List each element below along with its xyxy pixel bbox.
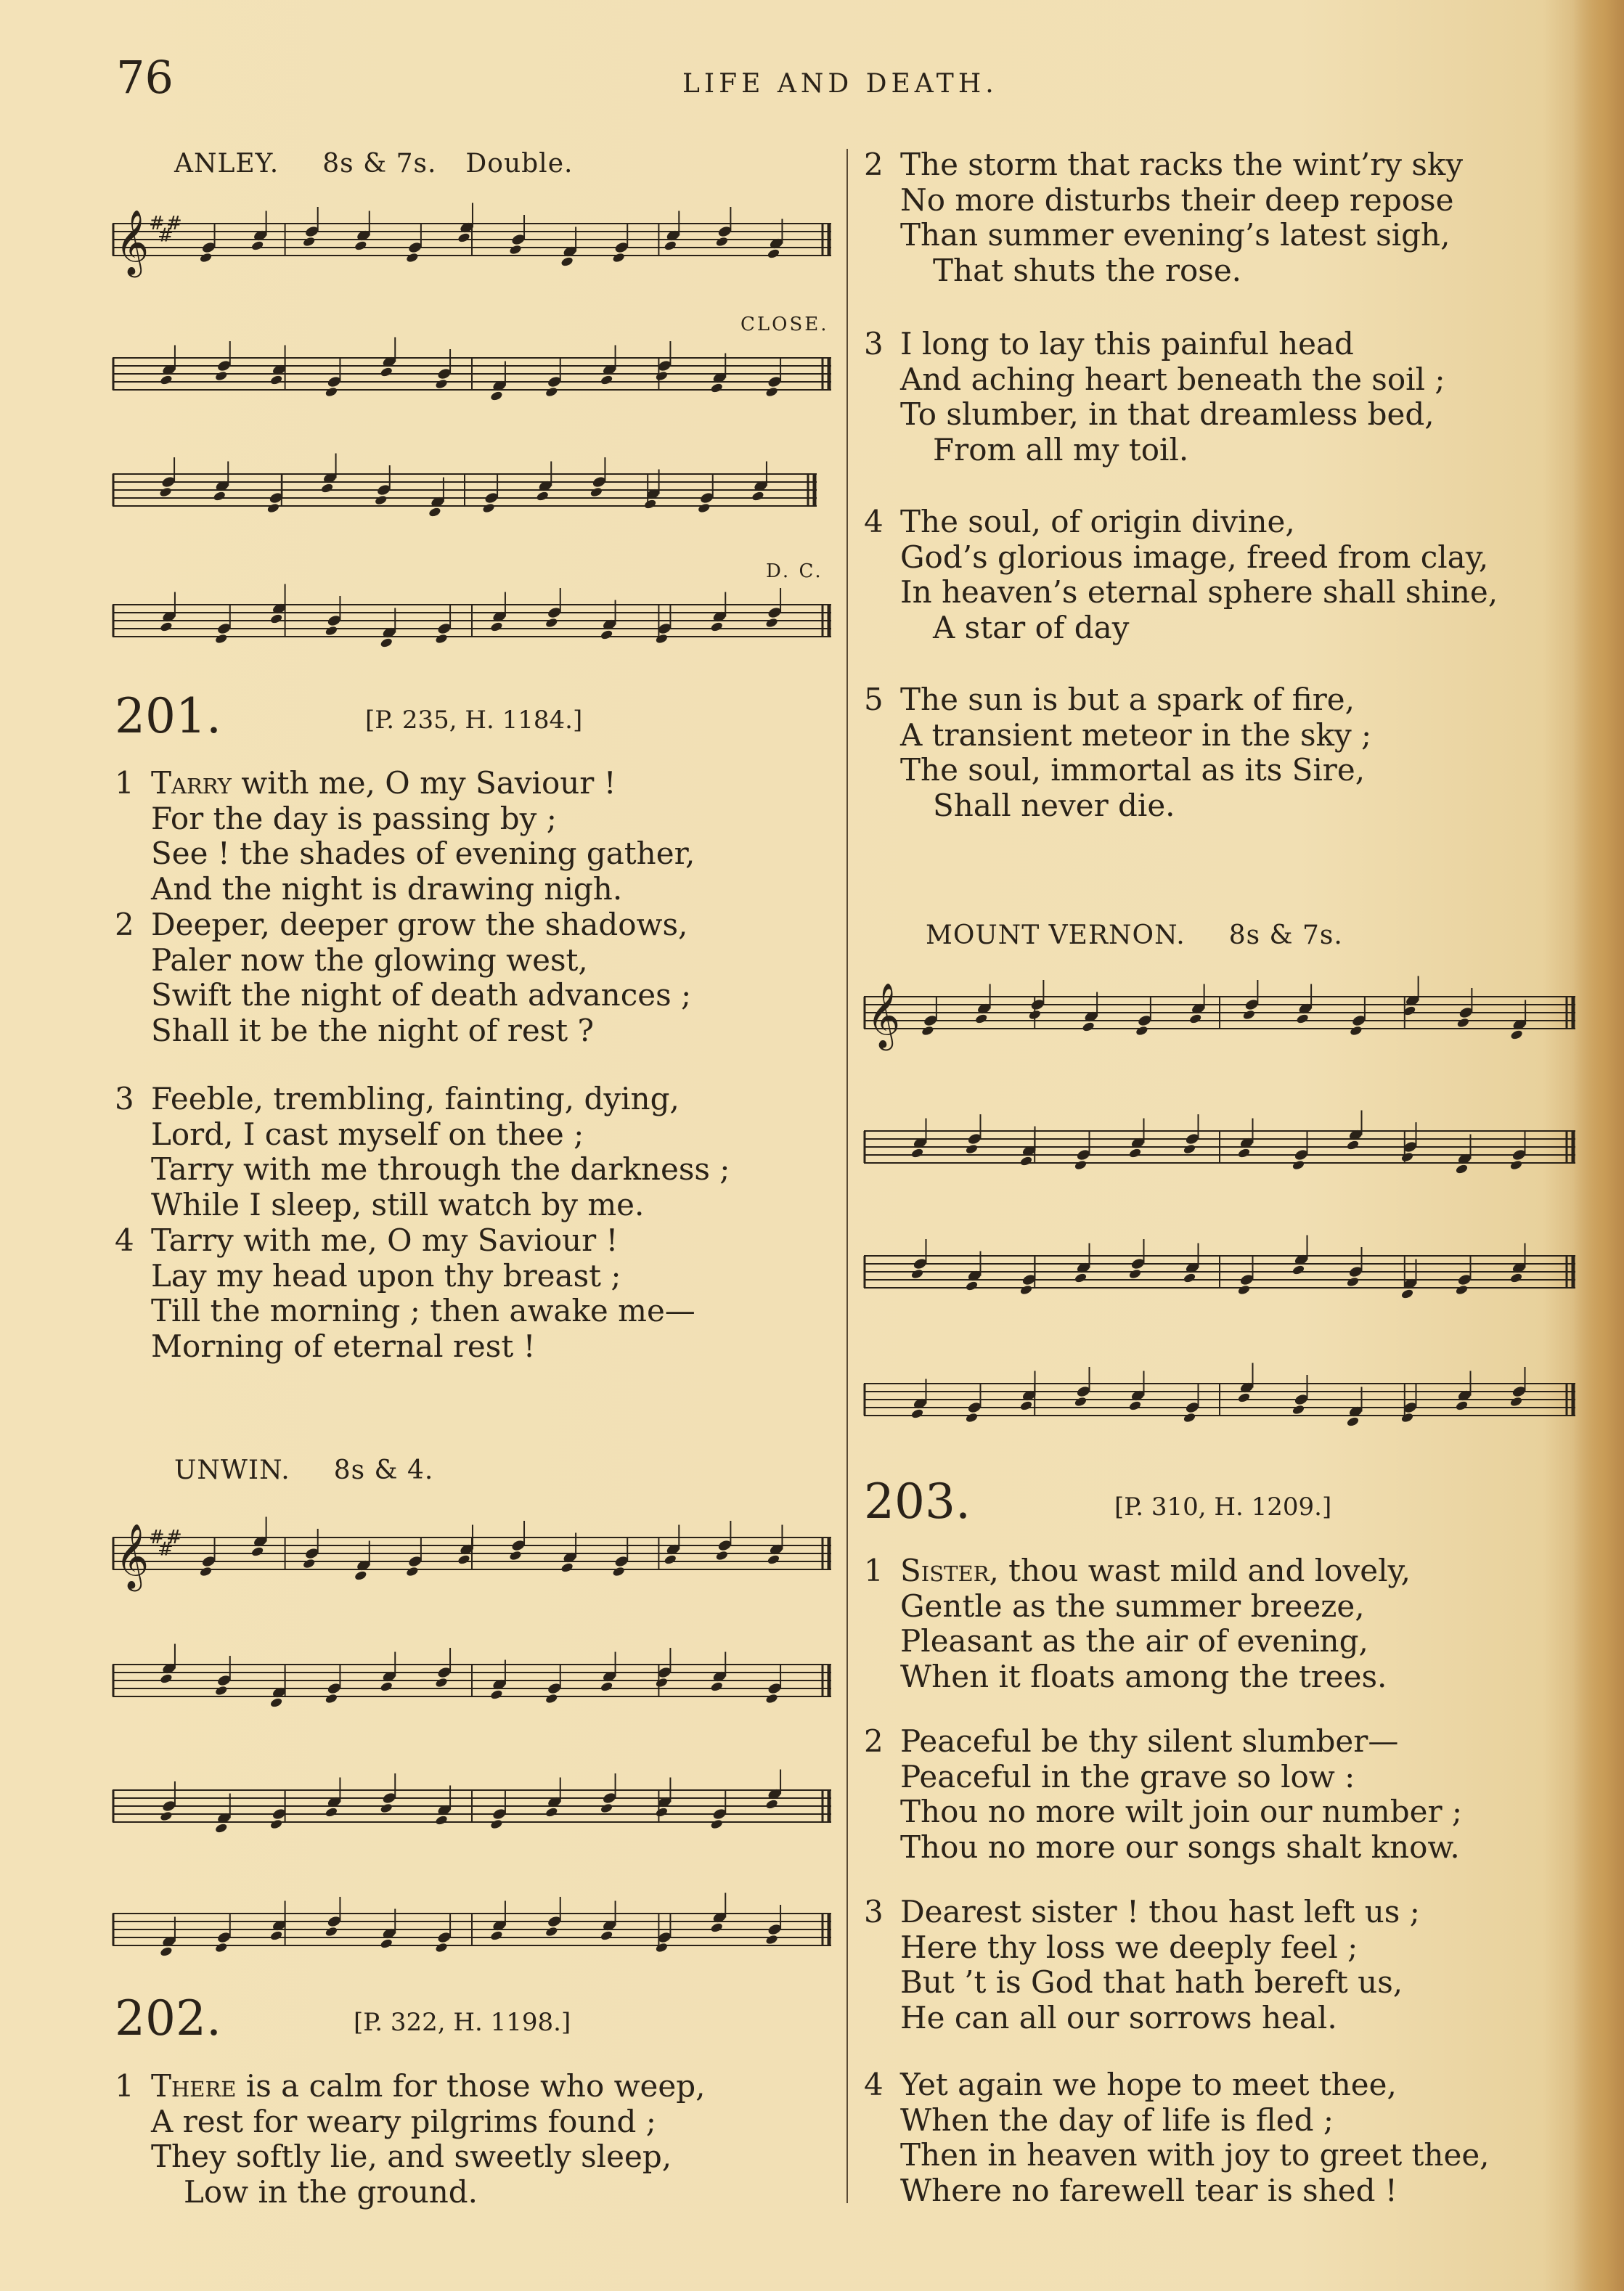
- page-number: 76: [116, 51, 174, 104]
- stanza: [864, 505, 1498, 645]
- stanza: [115, 907, 691, 1048]
- music-staff: [113, 211, 831, 276]
- stanza: [115, 2069, 706, 2210]
- svg-text:𝄞: 𝄞: [115, 210, 150, 275]
- verse-line: Lord, I cast myself on thee ;: [151, 1116, 584, 1152]
- verse-line: Low in the ground.: [184, 2173, 478, 2210]
- verse-line: Paler now the glowing west,: [151, 942, 588, 978]
- stanza-number: 1: [115, 765, 134, 801]
- tune-meter: 8s & 4.: [333, 1455, 434, 1485]
- running-title: LIFE AND DEATH.: [682, 69, 998, 99]
- verse-line: Till the morning ; then awake me—: [151, 1293, 695, 1328]
- stanza-number: 2: [864, 147, 884, 182]
- music-staff: [864, 1371, 1575, 1436]
- svg-text:#: #: [166, 1527, 182, 1548]
- stanza: [115, 766, 695, 907]
- verse-line: Yet again we hope to meet thee,: [900, 2067, 1397, 2102]
- music-staff: [113, 592, 831, 657]
- music-staff: [864, 1118, 1575, 1183]
- verse-line: The sun is but a spark of fire,: [900, 682, 1355, 717]
- stanza-number: 1: [864, 1553, 884, 1588]
- verse-line: Tarry with me, O my Saviour !: [151, 1222, 619, 1258]
- verse-line: For the day is passing by ;: [151, 800, 557, 836]
- music-staff: [864, 1243, 1575, 1308]
- music-staff: [113, 345, 831, 410]
- tune-heading-mount-vernon: [926, 920, 1343, 950]
- stanza-number: 3: [864, 1894, 884, 1929]
- verse-lead-word: There: [151, 2068, 237, 2104]
- verse-line: To slumber, in that dreamless bed,: [900, 396, 1435, 432]
- verse-line: Lay my head upon thy breast ;: [151, 1257, 621, 1294]
- stanza-number: 2: [115, 907, 134, 942]
- verse-line: No more disturbs their deep repose: [900, 181, 1454, 218]
- verse-line: Here thy loss we deeply feel ;: [900, 1929, 1358, 1965]
- verse-line: That shuts the rose.: [933, 252, 1242, 288]
- music-staff: [113, 1900, 831, 1966]
- hymn-number-202: 202.: [115, 1990, 221, 2046]
- stanza: [864, 147, 1463, 288]
- verse-line: Pleasant as the air of evening,: [900, 1623, 1368, 1659]
- verse-line: A star of day: [933, 609, 1130, 645]
- stanza: [115, 1082, 730, 1222]
- tune-meter: 8s & 7s.: [1228, 920, 1343, 950]
- verse-line: Thou no more wilt join our number ;: [900, 1794, 1463, 1829]
- verse-lead-word: Tarry: [151, 765, 232, 801]
- verse-line: Thou no more our songs shalt know.: [900, 1829, 1460, 1865]
- verse-line: Feeble, trembling, fainting, dying,: [151, 1081, 680, 1116]
- svg-text:#: #: [149, 1527, 165, 1548]
- verse-line: God’s glorious image, freed from clay,: [900, 539, 1489, 575]
- verse-line: Peaceful in the grave so low :: [900, 1758, 1355, 1794]
- stanza: [864, 2067, 1490, 2208]
- tune-extra: Double.: [465, 149, 574, 179]
- svg-text:#: #: [166, 213, 182, 234]
- tune-name: UNWIN.: [174, 1455, 290, 1485]
- verse-line: And the night is drawing nigh.: [151, 870, 623, 907]
- verse-lead-word: Sister,: [900, 1553, 999, 1588]
- verse-line: From all my toil.: [933, 431, 1189, 467]
- tune-meter: 8s & 7s.: [322, 149, 437, 179]
- verse-line: Shall never die.: [933, 787, 1175, 823]
- stanza: [864, 1553, 1411, 1694]
- music-staff: [113, 1524, 831, 1590]
- music-staff: [864, 984, 1575, 1049]
- verse-line: Morning of eternal rest !: [151, 1328, 536, 1364]
- verse-line: Then in heaven with joy to greet thee,: [900, 2137, 1490, 2173]
- stanza: [864, 1724, 1462, 1865]
- verse-line: When the day of life is fled ;: [900, 2102, 1334, 2138]
- verse-line: While I sleep, still watch by me.: [151, 1186, 645, 1222]
- verse-line: He can all our sorrows heal.: [900, 1999, 1337, 2035]
- verse-line: [900, 1553, 1411, 1589]
- stanza: [864, 682, 1371, 823]
- stanza-number: 4: [864, 2067, 884, 2102]
- dc-mark: D. C.: [766, 560, 823, 582]
- stanza-number: 3: [864, 326, 884, 362]
- tune-name: ANLEY.: [174, 149, 279, 179]
- verse-line-rest: thou wast mild and lovely,: [998, 1553, 1411, 1588]
- hymn-number-203: 203.: [864, 1474, 971, 1530]
- verse-line-rest: with me, O my Saviour !: [231, 765, 616, 801]
- music-staff: [113, 1777, 831, 1842]
- stanza-number: 4: [864, 504, 884, 539]
- verse-line: Shall it be the night of rest ?: [151, 1012, 595, 1048]
- verse-line: They softly lie, and sweetly sleep,: [151, 2139, 672, 2174]
- verse-line: The storm that racks the wint’ry sky: [900, 147, 1464, 182]
- stanza-number: 4: [115, 1222, 134, 1258]
- verse-line: Where no farewell tear is shed !: [900, 2172, 1397, 2208]
- svg-text:#: #: [158, 1538, 174, 1561]
- verse-line: But ’t is God that hath bereft us,: [900, 1964, 1403, 2000]
- hymn-ref-203: [P. 310, H. 1209.]: [1114, 1492, 1332, 1522]
- hymn-number-201: 201.: [115, 688, 221, 744]
- tune-heading-unwin: [174, 1455, 433, 1485]
- stanza: [864, 327, 1445, 467]
- verse-line: Swift the night of death advances ;: [151, 977, 692, 1013]
- stanza-number: 2: [864, 1723, 884, 1759]
- verse-line: See ! the shades of evening gather,: [151, 836, 695, 871]
- stanza: [115, 1223, 695, 1364]
- verse-line: Dearest sister ! thou hast left us ;: [900, 1894, 1420, 1929]
- verse-line: In heaven’s eternal sphere shall shine,: [900, 574, 1498, 610]
- verse-line: I long to lay this painful head: [900, 326, 1354, 362]
- music-staff: [113, 461, 817, 526]
- verse-line: A rest for weary pilgrims found ;: [151, 2103, 656, 2139]
- verse-line-rest: is a calm for those who weep,: [236, 2068, 706, 2104]
- svg-text:𝄞: 𝄞: [867, 983, 901, 1048]
- verse-line: Deeper, deeper grow the shadows,: [151, 907, 688, 942]
- tune-name: MOUNT VERNON.: [926, 920, 1186, 950]
- music-staff: [113, 1651, 831, 1717]
- verse-line: Than summer evening’s latest sigh,: [900, 217, 1450, 253]
- column-divider: [846, 149, 848, 2203]
- verse-line: A transient meteor in the sky ;: [900, 716, 1372, 753]
- hymn-ref-201: [P. 235, H. 1184.]: [365, 706, 583, 735]
- verse-line: Tarry with me through the darkness ;: [151, 1151, 730, 1187]
- verse-line: [151, 766, 695, 801]
- stanza-number: 5: [864, 682, 884, 717]
- close-mark: CLOSE.: [740, 314, 829, 335]
- verse-line: When it floats among the trees.: [900, 1658, 1387, 1694]
- page-edge-shadow: [1573, 0, 1624, 2291]
- verse-line: The soul, of origin divine,: [900, 504, 1295, 539]
- stanza-number: 1: [115, 2068, 134, 2104]
- verse-line: The soul, immortal as its Sire,: [900, 752, 1366, 788]
- tune-heading-anley: [174, 149, 573, 179]
- verse-line: Peaceful be thy silent slumber—: [900, 1723, 1399, 1759]
- stanza: [864, 1895, 1420, 2035]
- stanza-number: 3: [115, 1081, 134, 1116]
- svg-text:𝄞: 𝄞: [115, 1524, 150, 1589]
- verse-line: [151, 2069, 706, 2104]
- verse-line: Gentle as the summer breeze,: [900, 1588, 1365, 1624]
- svg-text:#: #: [149, 213, 165, 234]
- svg-text:#: #: [158, 224, 174, 247]
- hymn-ref-202: [P. 322, H. 1198.]: [354, 2008, 571, 2037]
- verse-line: And aching heart beneath the soil ;: [900, 361, 1445, 397]
